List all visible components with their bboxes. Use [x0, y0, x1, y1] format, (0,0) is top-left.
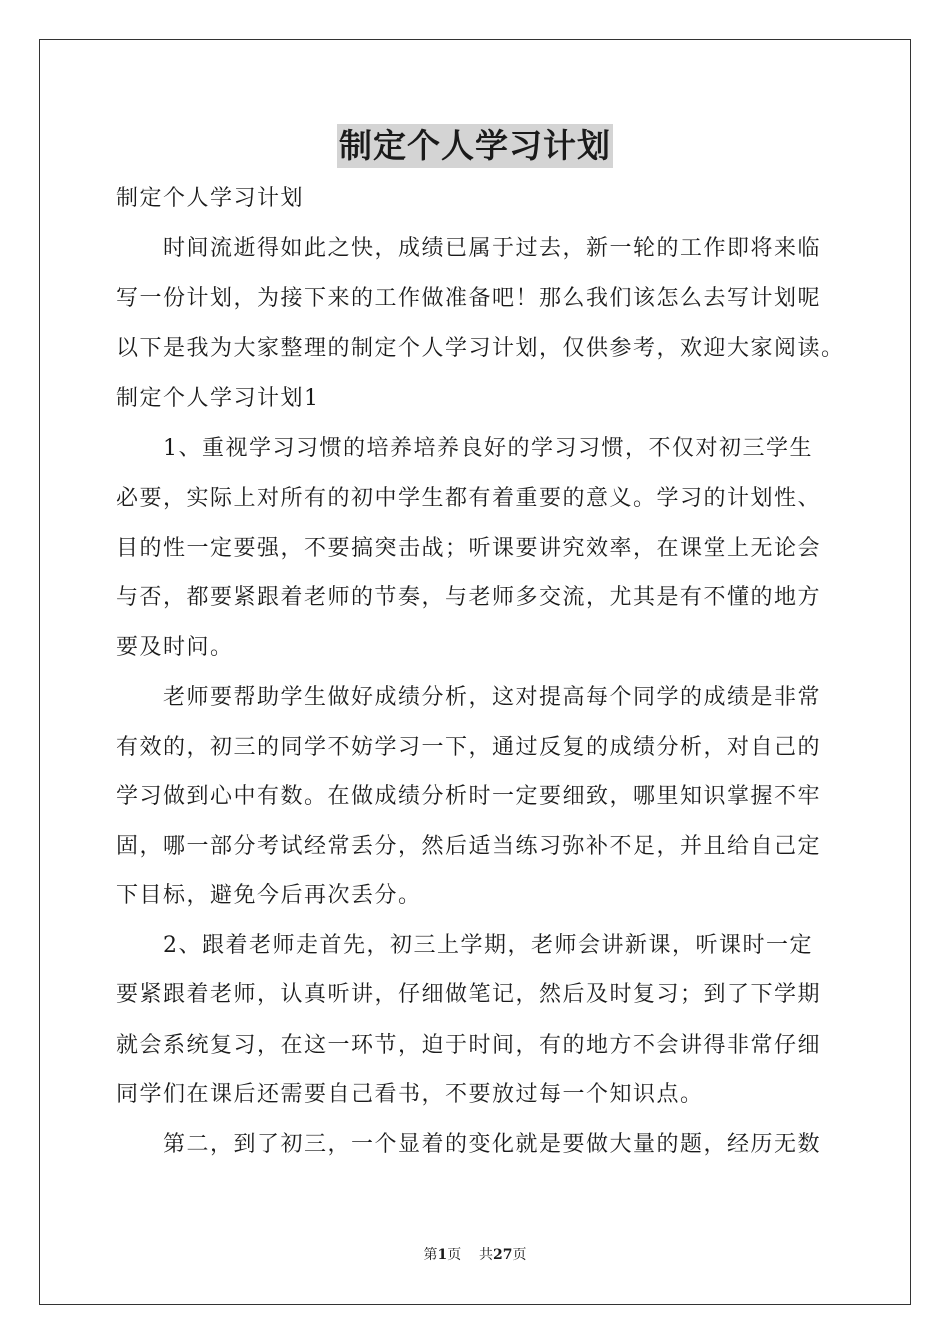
document-title: 制定个人学习计划: [337, 124, 613, 168]
title-container: [0, 124, 950, 168]
body-line: 固，哪一部分考试经常丢分，然后适当练习弥补不足，并且给自己定: [116, 834, 822, 859]
body-line: 老师要帮助学生做好成绩分析，这对提高每个同学的成绩是非常: [116, 685, 822, 710]
footer-total-pages: 27: [493, 1247, 513, 1263]
body-line: 有效的，初三的同学不妨学习一下，通过反复的成绩分析，对自己的: [116, 735, 822, 760]
body-line: 以下是我为大家整理的制定个人学习计划，仅供参考，欢迎大家阅读。: [116, 336, 845, 361]
body-line: 要及时问。: [116, 635, 234, 660]
body-line: 同学们在课后还需要自己看书，不要放过每一个知识点。: [116, 1082, 704, 1107]
footer-page-number: 1: [437, 1247, 448, 1263]
body-line: 2、跟着老师走首先，初三上学期，老师会讲新课，听课时一定: [116, 933, 813, 958]
footer-page-prefix: 第: [423, 1247, 438, 1263]
footer-total-prefix: 共: [479, 1247, 494, 1263]
body-line: 时间流逝得如此之快，成绩已属于过去，新一轮的工作即将来临: [116, 236, 822, 261]
footer-total-suffix: 页: [512, 1247, 527, 1263]
body-line: 写一份计划，为接下来的工作做准备吧！那么我们该怎么去写计划呢: [116, 286, 822, 311]
body-line: 必要，实际上对所有的初中学生都有着重要的意义。学习的计划性、: [116, 486, 822, 511]
body-line: 制定个人学习计划1: [116, 386, 320, 411]
page-footer: [0, 1245, 950, 1265]
body-line: 与否，都要紧跟着老师的节奏，与老师多交流，尤其是有不懂的地方: [116, 585, 822, 610]
body-line: 学习做到心中有数。在做成绩分析时一定要细致，哪里知识掌握不牢: [116, 784, 822, 809]
body-line: 1、重视学习习惯的培养培养良好的学习习惯，不仅对初三学生: [116, 436, 813, 461]
footer-page-suffix: 页: [447, 1247, 462, 1263]
body-line: 要紧跟着老师，认真听讲，仔细做笔记，然后及时复习；到了下学期: [116, 982, 822, 1007]
page-border: [39, 39, 911, 1305]
body-line: 就会系统复习，在这一环节，迫于时间，有的地方不会讲得非常仔细: [116, 1033, 822, 1058]
body-line: 制定个人学习计划: [116, 186, 305, 211]
body-line: 目的性一定要强，不要搞突击战；听课要讲究效率，在课堂上无论会: [116, 536, 822, 561]
body-line: 第二，到了初三，一个显着的变化就是要做大量的题，经历无数: [116, 1132, 822, 1157]
body-line: 下目标，避免今后再次丢分。: [116, 883, 422, 908]
